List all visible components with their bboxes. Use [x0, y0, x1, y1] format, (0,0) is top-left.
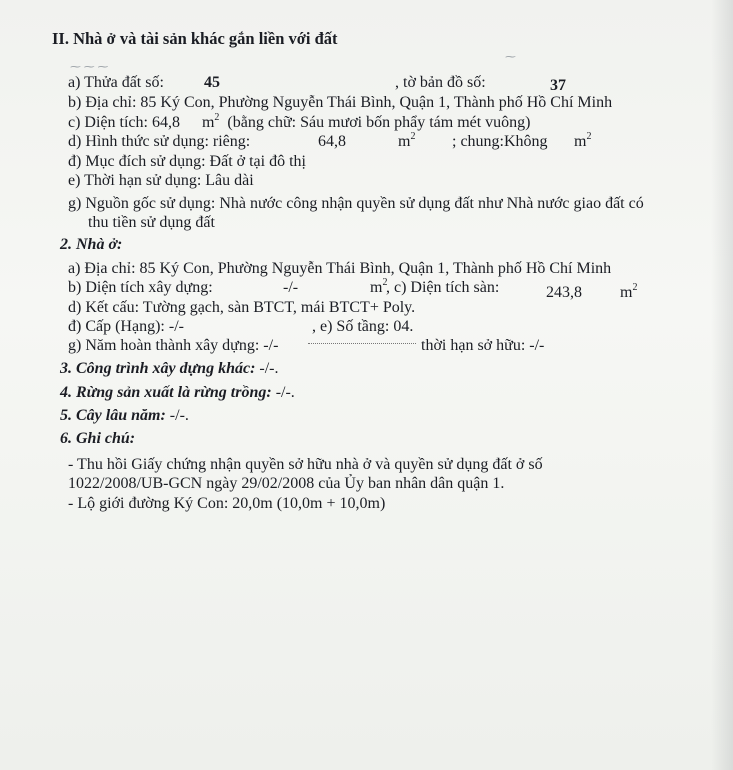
land-term: e) Thời hạn sử dụng: Lâu dài [68, 172, 254, 189]
forest [60, 384, 295, 402]
land-purpose: đ) Mục đích sử dụng: Đất ở tại đô thị [68, 153, 306, 170]
land-use-common: ; chung:Không [452, 133, 548, 150]
house-year-row [68, 337, 708, 355]
land-parcel-value: 45 [204, 74, 220, 91]
note-line: - Thu hồi Giấy chứng nhận quyền sở hữu nhà ở và quyền sử dụng đất ở số [68, 456, 543, 473]
house-build-value: -/- [283, 279, 299, 296]
other-works-value: -/-. [255, 360, 279, 377]
section-title: II. Nhà ở và tài sản khác gắn liền với đất [52, 29, 338, 48]
house-floor-sup: 2 [632, 282, 638, 293]
house-area-row [68, 277, 708, 301]
perennial [60, 407, 189, 425]
other-works-label: 3. Công trình xây dựng khác: [60, 360, 256, 377]
perennial-label: 5. Cây lâu năm: [60, 407, 166, 424]
land-use-private: 64,8 [318, 133, 346, 150]
smudged-text [308, 343, 416, 350]
land-area [68, 114, 531, 134]
forest-label: 4. Rừng sản xuất là rừng trồng: [60, 384, 272, 401]
land-map-value: 37 [550, 77, 566, 94]
land-origin: g) Nguồn gốc sử dụng: Nhà nước công nhận quyền sử dụng đất như Nhà nước giao đất có [68, 195, 644, 212]
land-address: b) Địa chỉ: 85 Ký Con, Phường Nguyễn Thái Bình, Quận 1, Thành phố Hồ Chí Minh [68, 94, 613, 111]
house-heading: 2. Nhà ở: [60, 236, 123, 253]
house-build-label: b) Diện tích xây dựng: [68, 279, 213, 296]
house-floor-unit: m [620, 284, 633, 301]
land-use-label: d) Hình thức sử dụng: riêng: [68, 133, 251, 150]
land-origin-cont: thu tiền sử dụng đất [88, 214, 215, 231]
house-year: g) Năm hoàn thành xây dựng: -/- [68, 337, 279, 354]
land-area-unit: m [201, 114, 215, 131]
forest-value: -/-. [271, 384, 295, 401]
house-grade-row [68, 318, 708, 336]
house-ownership-term: thời hạn sở hữu: -/- [421, 337, 545, 354]
land-use-common-sup: 2 [586, 131, 592, 142]
house-grade: đ) Cấp (Hạng): -/- [68, 318, 184, 335]
note-line: - Lộ giới đường Ký Con: 20,0m (10,0m + 10,0m) [68, 495, 386, 512]
notes-heading: 6. Ghi chú: [60, 430, 136, 447]
land-map-label: , tờ bản đồ số: [395, 74, 486, 91]
perennial-value: -/-. [165, 407, 189, 424]
other-works [60, 360, 279, 378]
faint-mark: ⁓ ⁓ ⁓ [70, 61, 109, 73]
land-use-common-unit: m [574, 133, 587, 150]
land-area-words: (bằng chữ: Sáu mươi bốn phẩy tám mét vuông) [227, 114, 531, 131]
land-area-sup: 2 [214, 112, 220, 123]
house-floor-label: , c) Diện tích sàn: [386, 279, 500, 296]
faint-mark: ⁓ [505, 51, 516, 63]
land-use-form [68, 133, 708, 151]
land-use-sup: 2 [410, 131, 416, 142]
land-area-label: c) Diện tích: 64,8 [68, 114, 180, 131]
land-parcel-label: a) Thửa đất số: [68, 74, 164, 91]
house-address: a) Địa chỉ: 85 Ký Con, Phường Nguyễn Thái Bình, Quận 1, Thành phố Hồ Chí Minh [68, 260, 612, 277]
house-floors: , e) Số tầng: 04. [312, 318, 414, 335]
page-edge-shadow [711, 0, 733, 770]
land-use-unit: m [398, 133, 411, 150]
house-structure: d) Kết cấu: Tường gạch, sàn BTCT, mái BTCT+ Poly. [68, 299, 416, 316]
note-line: 1022/2008/UB-GCN ngày 29/02/2008 của Ủy ban nhân dân quận 1. [68, 475, 505, 492]
house-build-sup: 2 [382, 277, 388, 288]
house-floor-value: 243,8 [546, 284, 582, 301]
house-build-unit: m [370, 279, 383, 296]
